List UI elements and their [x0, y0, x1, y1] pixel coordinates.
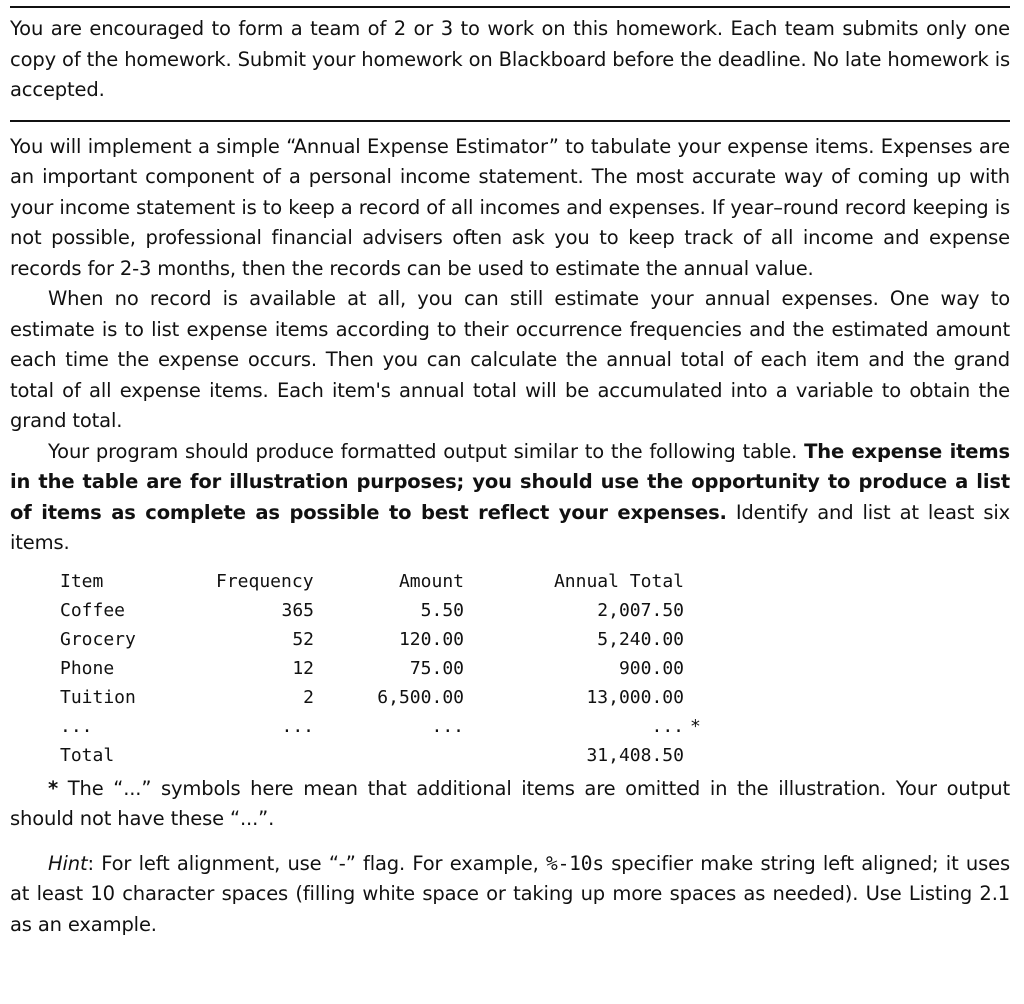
total-label: Total	[60, 744, 115, 766]
header-annual-total: Annual Total	[553, 570, 684, 592]
hint-code: %-10s	[545, 851, 604, 875]
footnote-text: The “...” symbols here mean that additional items are omitted in the illustration. Your output should not have these “...”.	[10, 776, 1010, 830]
cell-amount: 6,500.00	[377, 686, 464, 708]
footnote-paragraph	[10, 774, 1010, 835]
cell-total: 5,240.00	[597, 628, 684, 650]
cell-frequency: ...	[281, 715, 314, 737]
hint-text-a: : For left alignment, use “-” flag. For example,	[87, 851, 546, 875]
p3-bold-text: The expense items in the table are for illustration purposes; you should use the opportunity to produce a list of items as complete as possible to best reflect your expenses.	[10, 439, 1010, 524]
total-empty-frequency	[210, 741, 314, 770]
cell-total: 13,000.00	[586, 686, 684, 708]
cell-amount: 120.00	[398, 628, 464, 650]
total-empty-amount	[314, 741, 464, 770]
cell-item: ...	[60, 715, 93, 737]
section-rule	[10, 120, 1010, 122]
assignment-page	[10, 0, 1010, 940]
intro-paragraph: You are encouraged to form a team of 2 or 3 to work on this homework. Each team submits only one copy of the homework. Submit your homework on Blackboard before the deadline. No late homework is accepted.	[10, 17, 1010, 101]
cell-item: Coffee	[60, 599, 126, 621]
top-rule	[10, 6, 1010, 8]
body-paragraph-1: You will implement a simple “Annual Expense Estimator” to tabulate your expense items. Expenses are an important component of a personal income statement. The most accurate way of coming up with your income statement is to keep a record of all incomes and expenses. If year–round record keeping is not possible, professional financial advisers often ask you to keep track of all income and expense records for 2-3 months, then the records can be used to estimate the annual value.	[10, 134, 1010, 280]
total-empty-mark	[684, 741, 720, 770]
cell-mark	[684, 683, 720, 712]
header-spacer	[684, 567, 720, 596]
table-row	[60, 654, 720, 683]
cell-total: ...	[651, 715, 684, 737]
header-amount: Amount	[398, 570, 464, 592]
cell-total: 900.00	[618, 657, 684, 679]
body-paragraph-3	[10, 437, 1010, 559]
cell-item: Phone	[60, 657, 115, 679]
hint-label: Hint	[48, 851, 88, 875]
cell-item: Tuition	[60, 686, 136, 708]
table-total-row	[60, 741, 720, 770]
table-row	[60, 596, 720, 625]
cell-amount: 5.50	[420, 599, 464, 621]
p3-intro-text: Your program should produce formatted output similar to the following table.	[48, 439, 798, 463]
cell-frequency: 12	[292, 657, 314, 679]
cell-frequency: 2	[303, 686, 314, 708]
header-item: Item	[60, 570, 104, 592]
cell-mark: *	[690, 715, 701, 737]
cell-amount: ...	[431, 715, 464, 737]
cell-amount: 75.00	[409, 657, 464, 679]
cell-mark	[684, 654, 720, 683]
table-row	[60, 683, 720, 712]
expense-table	[60, 567, 720, 770]
body-paragraph-2: When no record is available at all, you can still estimate your annual expenses. One way to estimate is to list expense items according to their occurrence frequencies and the estimated amount each time the expense occurs. Then you can calculate the annual total of each item and the grand total of all expense items. Each item's annual total will be accumulated into a variable to obtain the grand total.	[10, 287, 1010, 432]
total-value: 31,408.50	[586, 744, 684, 766]
p3-end-text: Identify and list at least six items.	[10, 500, 1010, 554]
hint-text-b: specifier make string left aligned; it uses at least 10 character spaces (filling white space or taking up more spaces as needed). Use Listing 2.1 as an example.	[10, 851, 1010, 936]
footnote-star: *	[48, 776, 59, 800]
table-header-row	[60, 567, 720, 596]
header-frequency: Frequency	[216, 570, 314, 592]
table-row-ellipsis	[60, 712, 720, 741]
cell-frequency: 52	[292, 628, 314, 650]
cell-frequency: 365	[281, 599, 314, 621]
hint-paragraph	[10, 849, 1010, 941]
cell-item: Grocery	[60, 628, 136, 650]
table-row	[60, 625, 720, 654]
cell-mark	[684, 625, 720, 654]
cell-total: 2,007.50	[597, 599, 684, 621]
cell-mark	[684, 596, 720, 625]
